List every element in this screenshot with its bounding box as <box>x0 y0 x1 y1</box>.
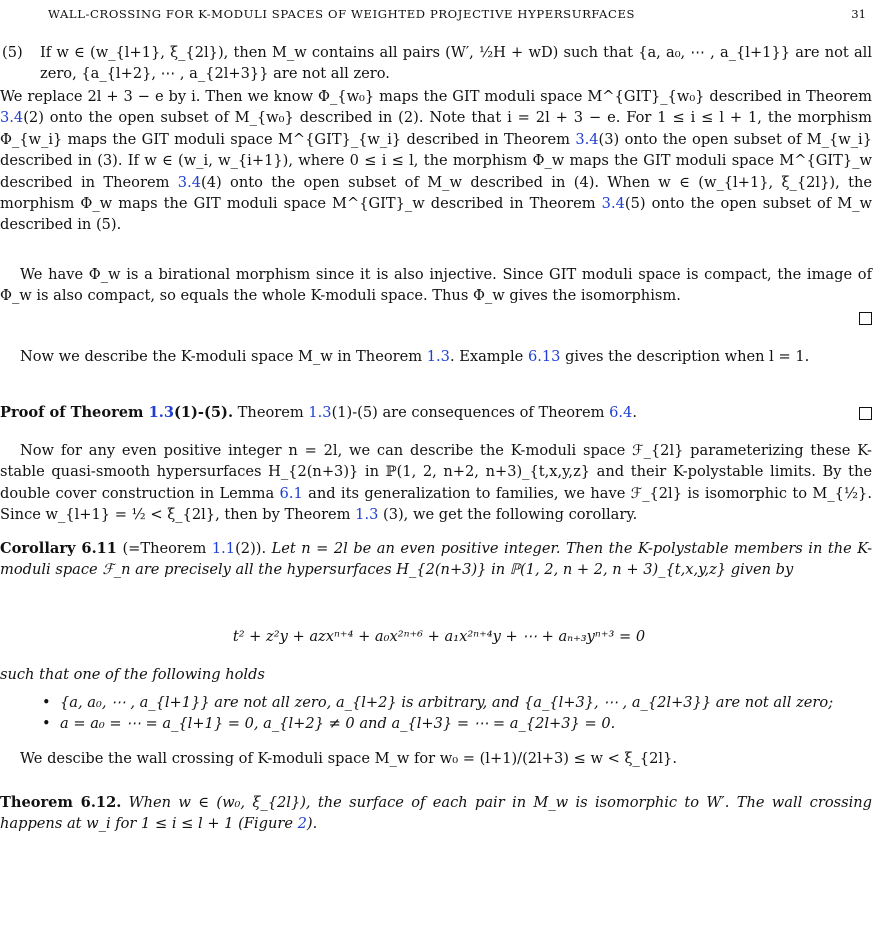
text-run: (=Theorem <box>116 540 212 557</box>
ref-theorem-1-1[interactable]: 1.1 <box>211 540 236 557</box>
item-number: (5) <box>2 44 23 61</box>
text-run: . Example <box>449 348 528 365</box>
ref-theorem-6-4[interactable]: 6.4 <box>609 404 633 421</box>
text-run: (3), we get the following corollary. <box>378 506 638 524</box>
text-run: . <box>632 404 637 421</box>
theorem-text: ). <box>306 815 318 833</box>
paragraph-birational <box>0 264 872 307</box>
qed-square-icon <box>859 407 872 420</box>
ref-figure-2[interactable]: 2 <box>297 815 307 833</box>
text-run: We have Φ_w is a birational morphism since it is also injective. Since GIT moduli space is compact, the image of Φ_w is also compact, so equals the whole K-moduli space. Thus Φ_w gives the isomorphism. <box>0 266 872 305</box>
text-run: We replace 2l + 3 − e by i. Then we know Φ_{w₀} maps the GIT moduli space M^{GIT}_{w₀} described in Theorem <box>0 88 872 105</box>
text-run: (1)-(5) are consequences of Theorem <box>331 404 610 421</box>
ref-theorem-3-4[interactable]: 3.4 <box>601 195 625 213</box>
ref-example-6-13[interactable]: 6.13 <box>527 348 561 365</box>
qed-square-icon <box>859 312 872 325</box>
text-run: (2) onto the open subset of M_{w₀} described in (2). Note that i = 2l + 3 − e. For 1 ≤ i ≤ l + 1, the morphism Φ_{w_i} maps the GIT moduli space M^{GIT}_{w_i} described in Theorem <box>0 109 872 148</box>
item-text: If w ∈ (w_{l+1}, ξ_{2l}), then M_w contains all pairs (W′, ½H + wD) such that {a, a₀, ⋯ , a_{l+1}} are not all zero, {a_{l+2}, ⋯ , a_{2l+3}} are not all zero. <box>40 44 872 83</box>
text-run: Now we describe the K-moduli space M_w in Theorem <box>20 348 427 365</box>
display-equation: t² + z²y + azxⁿ⁺⁴ + a₀x²ⁿ⁺⁶ + a₁x²ⁿ⁺⁴y + ⋯ + aₙ₊₃yⁿ⁺³ = 0 <box>232 628 646 645</box>
text-run: We descibe the wall crossing of K-moduli space M_w for w₀ = (l+1)/(2l+3) ≤ w < ξ_{2l}. <box>20 750 677 767</box>
corollary-label: Corollary 6.11 <box>0 540 117 557</box>
theorem-label: Theorem 6.12. <box>0 794 122 811</box>
list-item: • a = a₀ = ⋯ = a_{l+1} = 0, a_{l+2} ≠ 0 and a_{l+3} = ⋯ = a_{2l+3} = 0. <box>60 713 872 734</box>
condition-list <box>60 692 872 735</box>
theorem-text: When w ∈ (w₀, ξ_{2l}), the surface of each pair in M_w is isomorphic to W′. The wall crossing happens at w_i for 1 ≤ i ≤ l + 1 (Figure <box>0 794 872 833</box>
proof-label: (1)-(5). <box>173 404 234 421</box>
corollary-text: Let n = 2l be an even positive integer. Then the K-polystable members in the K-moduli space ℱ_n are precisely all the hypersurfaces H_{2(n+3)} in ℙ(1, 2, n + 2, n + 3)_{t,x,y,z} given by <box>0 540 872 579</box>
ref-theorem-1-3[interactable]: 1.3 <box>355 506 379 524</box>
ref-theorem-3-4[interactable]: 3.4 <box>0 109 24 127</box>
running-title: WALL-CROSSING FOR K-MODULI SPACES OF WEIGHTED PROJECTIVE HYPERSURFACES <box>48 7 636 21</box>
list-item: • {a, a₀, ⋯ , a_{l+1}} are not all zero, a_{l+2} is arbitrary, and {a_{l+3}, ⋯ , a_{2l+3}} are not all zero; <box>60 692 872 713</box>
text-run: (5) onto the open subset of M_w described in (5). <box>0 195 873 234</box>
paragraph-wall-crossing <box>0 748 872 769</box>
corollary-6-11 <box>0 538 872 581</box>
list-item-5 <box>2 42 872 85</box>
text-run: gives the description when l = 1. <box>560 348 810 365</box>
ref-theorem-1-3[interactable]: 1.3 <box>308 404 332 421</box>
theorem-6-12 <box>0 792 872 835</box>
text-run: Now for any even positive integer n = 2l, we can describe the K-moduli space ℱ_{2l} parameterizing these K-stable quasi-smooth hypersurfaces H_{2(n+3)} in ℙ(1, 2, n+2, n+3)_{t,x,y,z} and their K-polystable limits. By the double cover construction in Lemma <box>0 442 872 502</box>
text-run: (3) onto the open subset of M_{w_i} described in (3). If w ∈ (w_i, w_{i+1}), where 0 ≤ i ≤ l, the morphism Φ_w maps the GIT moduli space M^{GIT}_w described in Theorem <box>0 130 872 191</box>
ref-theorem-3-4[interactable]: 3.4 <box>177 173 202 191</box>
text-run: (4) onto the open subset of M_w described in (4). When w ∈ (w_{l+1}, ξ_{2l}), the morphism Φ_w maps the GIT moduli space M^{GIT}_w described in Theorem <box>0 173 872 213</box>
ref-theorem-1-3[interactable]: 1.3 <box>426 348 450 365</box>
ref-lemma-6-1[interactable]: 6.1 <box>279 484 303 502</box>
text-run: (2)). <box>235 540 267 557</box>
ref-theorem-3-4[interactable]: 3.4 <box>575 130 599 148</box>
proof-label: Proof of Theorem <box>0 404 149 421</box>
ref-theorem-1-3[interactable]: 1.3 <box>148 404 174 421</box>
page-number: 31 <box>851 7 866 21</box>
running-header <box>48 4 866 25</box>
paragraph-replace <box>0 86 872 236</box>
proof-paragraph <box>0 402 872 423</box>
text-run: and its generalization to families, we have ℱ_{2l} is isomorphic to M_{½}. Since w_{l+1} = ½ < ξ_{2l}, then by Theorem <box>0 484 872 524</box>
such-that-line: such that one of the following holds <box>0 666 265 683</box>
paragraph-even-integer <box>0 440 872 526</box>
paragraph-describe <box>0 346 872 367</box>
text-run: Theorem <box>233 404 309 421</box>
